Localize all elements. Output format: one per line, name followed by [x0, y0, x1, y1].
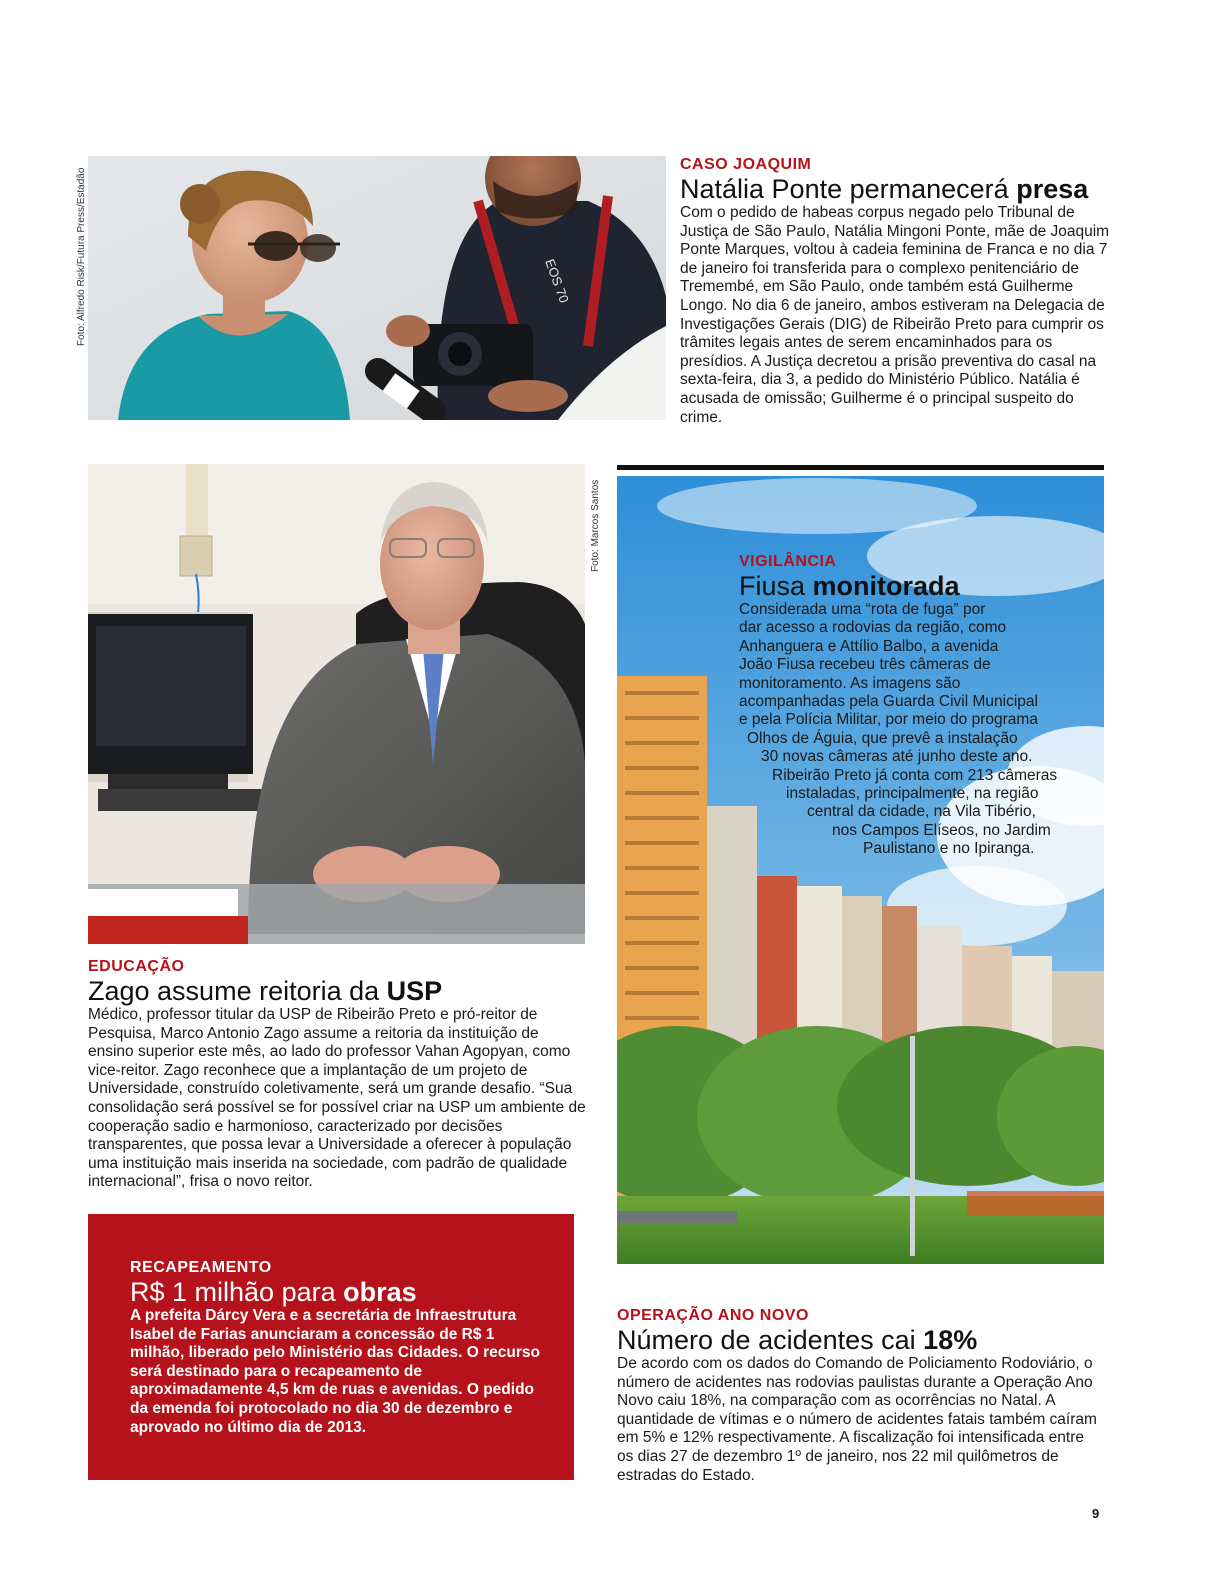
vig-line: Considerada uma “rota de fuga” por [739, 601, 986, 618]
article-caso-joaquim [680, 156, 1112, 427]
headline-operacao-bold: 18% [923, 1325, 978, 1355]
headline-caso-regular: Natália Ponte permanecerá [680, 174, 1017, 204]
article-operacao [617, 1307, 1104, 1485]
photo-natalia-ponte-illustration [88, 156, 666, 420]
vig-line: Olhos de Águia, que prevê a instalação [747, 729, 1018, 747]
body-caso: Com o pedido de habeas corpus negado pelo Tribunal de Justiça de São Paulo, Natália Mingoni Ponte, mãe de Joaquim Ponte Marques, voltou à cadeia feminina de Franca e no dia 7 de janeiro foi transferida para o complexo penitenciário de Tremembé, em São Paulo, onde também está Guilherme Longo. No dia 6 de janeiro, ambos estiveram na Delegacia de Investigações Gerais (DIG) de Ribeirão Preto para cumprir os trâmites legais antes de serem encaminhados para os presídios. A Justiça decretou a prisão preventiva do casal na sexta-feira, dia 3, a pedido do Ministério Público. Natália é acusada de omissão; Guilherme é o principal suspeito do crime. [680, 204, 1110, 426]
body-operacao: De acordo com os dados do Comando de Policiamento Rodoviário, o número de acidentes nas rodovias paulistas durante a Operação Ano Novo caiu 18%, na comparação com as ocorrências no Natal. A quantidade de vítimas e o número de acidentes fatais também caíram em 5% e 12% respectivamente. A fiscalização foi intensificada entre os dias 27 de dezembro 1º de janeiro, nos 22 mil quilômetros de estradas do Estado. [617, 1355, 1097, 1484]
kicker-educacao: EDUCAÇÃO [88, 958, 185, 975]
headline-vigilancia-regular: Fiusa [739, 571, 813, 601]
headline-operacao [617, 1325, 1104, 1355]
headline-operacao-regular: Número de acidentes cai [617, 1325, 924, 1355]
article-recapeamento [130, 1259, 540, 1437]
headline-caso [680, 174, 1112, 204]
vig-line: João Fiusa recebeu três câmeras de [739, 656, 991, 674]
vig-line: dar acesso a rodovias da região, como [739, 619, 1007, 637]
headline-caso-bold: presa [1016, 174, 1089, 204]
vig-line: e pela Polícia Militar, por meio do programa [739, 711, 1038, 729]
headline-vigilancia [739, 571, 1099, 601]
vig-line: 30 novas câmeras até junho deste ano. [761, 748, 1033, 766]
vig-line: central da cidade, na Vila Tibério, [807, 803, 1036, 821]
photo-zago-illustration [88, 464, 585, 944]
headline-recapeamento-regular: R$ 1 milhão para [130, 1277, 344, 1307]
kicker-caso: CASO JOAQUIM [680, 156, 812, 173]
body-vigilancia [739, 601, 1099, 859]
headline-recapeamento [130, 1277, 540, 1307]
top-rule-vigilancia [617, 465, 1104, 470]
page-number: 9 [1092, 1506, 1100, 1521]
article-recapeamento-box [88, 1214, 574, 1480]
kicker-recapeamento: RECAPEAMENTO [130, 1259, 272, 1276]
vig-line: monitoramento. As imagens são [739, 674, 961, 692]
kicker-operacao: OPERAÇÃO ANO NOVO [617, 1307, 809, 1324]
body-recapeamento: A prefeita Dárcy Vera e a secretária de Infraestrutura Isabel de Farias anunciaram a concessão de R$ 1 milhão, liberado pelo Ministério das Cidades. O recurso será destinado para o recapeamento de aproximadamente 4,5 km de ruas e avenidas. O pedido da emenda foi protocolado no dia 30 de dezembro e aprovado no último dia de 2013. [130, 1307, 540, 1436]
vig-line: Paulistano e no Ipiranga. [863, 840, 1035, 858]
headline-vigilancia-bold: monitorada [812, 571, 960, 601]
vig-line: nos Campos Elíseos, no Jardim [832, 821, 1051, 839]
photo-natalia-ponte [88, 156, 666, 420]
article-vigilancia [739, 553, 1099, 859]
headline-educacao-regular: Zago assume reitoria da [88, 976, 387, 1006]
camera-label: EOS 70 [542, 256, 572, 305]
photo-credit-caso: Foto: Alfredo Risk/Futura Press/Estadão [76, 167, 87, 346]
headline-educacao [88, 976, 588, 1006]
vig-line: Anhanguera e Attílio Balbo, a avenida [739, 637, 999, 655]
photo-credit-educacao: Foto: Marcos Santos [590, 479, 601, 572]
body-educacao: Médico, professor titular da USP de Ribeirão Preto e pró-reitor de Pesquisa, Marco Antonio Zago assume a reitoria da instituição de ensino superior este mês, ao lado do professor Vahan Agopyan, como vice-reitor. Zago reconhece que a implantação de um projeto de Universidade, construído coletivamente, será um grande desafio. “Sua consolidação será possível se for possível criar na USP um ambiente de cooperação sadio e harmonioso, caracterizado por decisões transparentes, que possa levar a Universidade a oferecer à população uma instituição mais inserida na sociedade, com padrão de qualidade internacional”, frisa o novo reitor. [88, 1006, 586, 1191]
vig-line: instaladas, principalmente, na região [786, 785, 1039, 803]
vig-line: acompanhadas pela Guarda Civil Municipal [739, 693, 1038, 711]
headline-recapeamento-bold: obras [343, 1277, 417, 1307]
headline-educacao-bold: USP [386, 976, 443, 1006]
kicker-vigilancia: VIGILÂNCIA [739, 553, 837, 570]
photo-zago [88, 464, 585, 944]
vig-line: Ribeirão Preto já conta com 213 câmeras [772, 766, 1058, 784]
article-educacao [88, 958, 588, 1192]
